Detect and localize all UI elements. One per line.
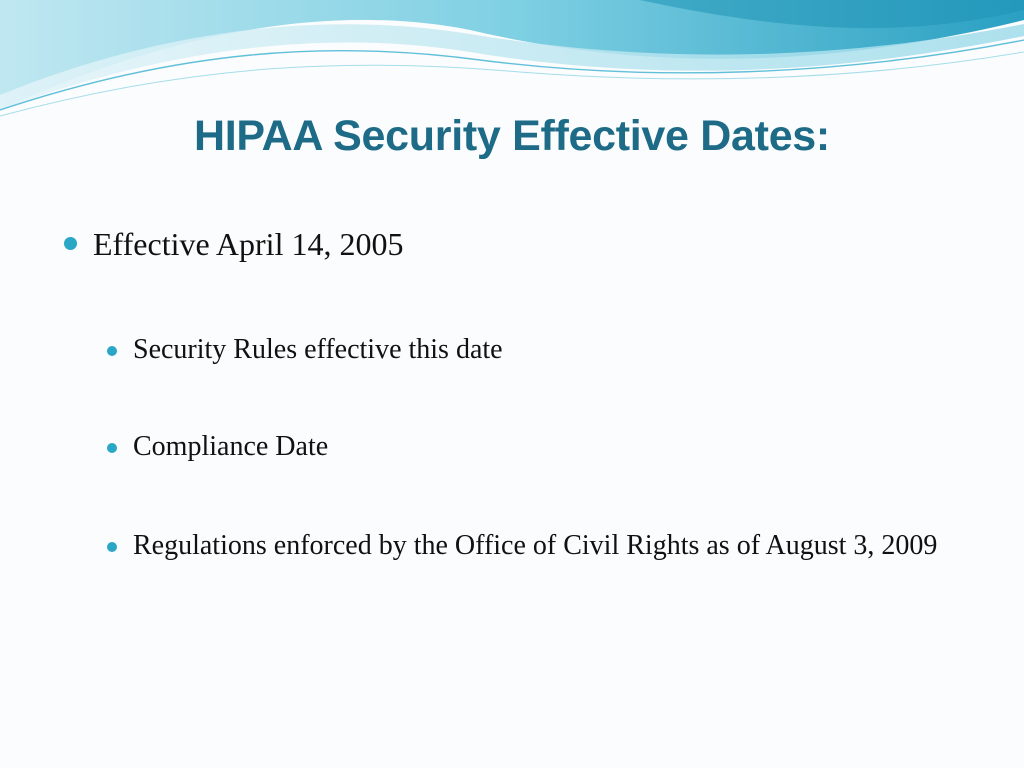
sub-bullet [107, 527, 967, 565]
sub-bullet-text: Security Rules effective this date [133, 334, 503, 365]
wave-header-decoration [0, 0, 1024, 130]
sub-bullet-text: Regulations enforced by the Office of Civil Rights as of August 3, 2009 [133, 530, 938, 561]
bullet-icon [107, 443, 117, 453]
sub-bullet [107, 428, 967, 466]
sub-bullet [107, 331, 967, 369]
slide-title: HIPAA Security Effective Dates: [194, 112, 830, 160]
bullet-icon [64, 237, 77, 250]
bullet-icon [107, 346, 117, 356]
bullet-text: Effective April 14, 2005 [93, 226, 404, 262]
bullet-icon [107, 542, 117, 552]
bullet-level1 [64, 224, 403, 264]
sub-bullet-text: Compliance Date [133, 431, 329, 462]
